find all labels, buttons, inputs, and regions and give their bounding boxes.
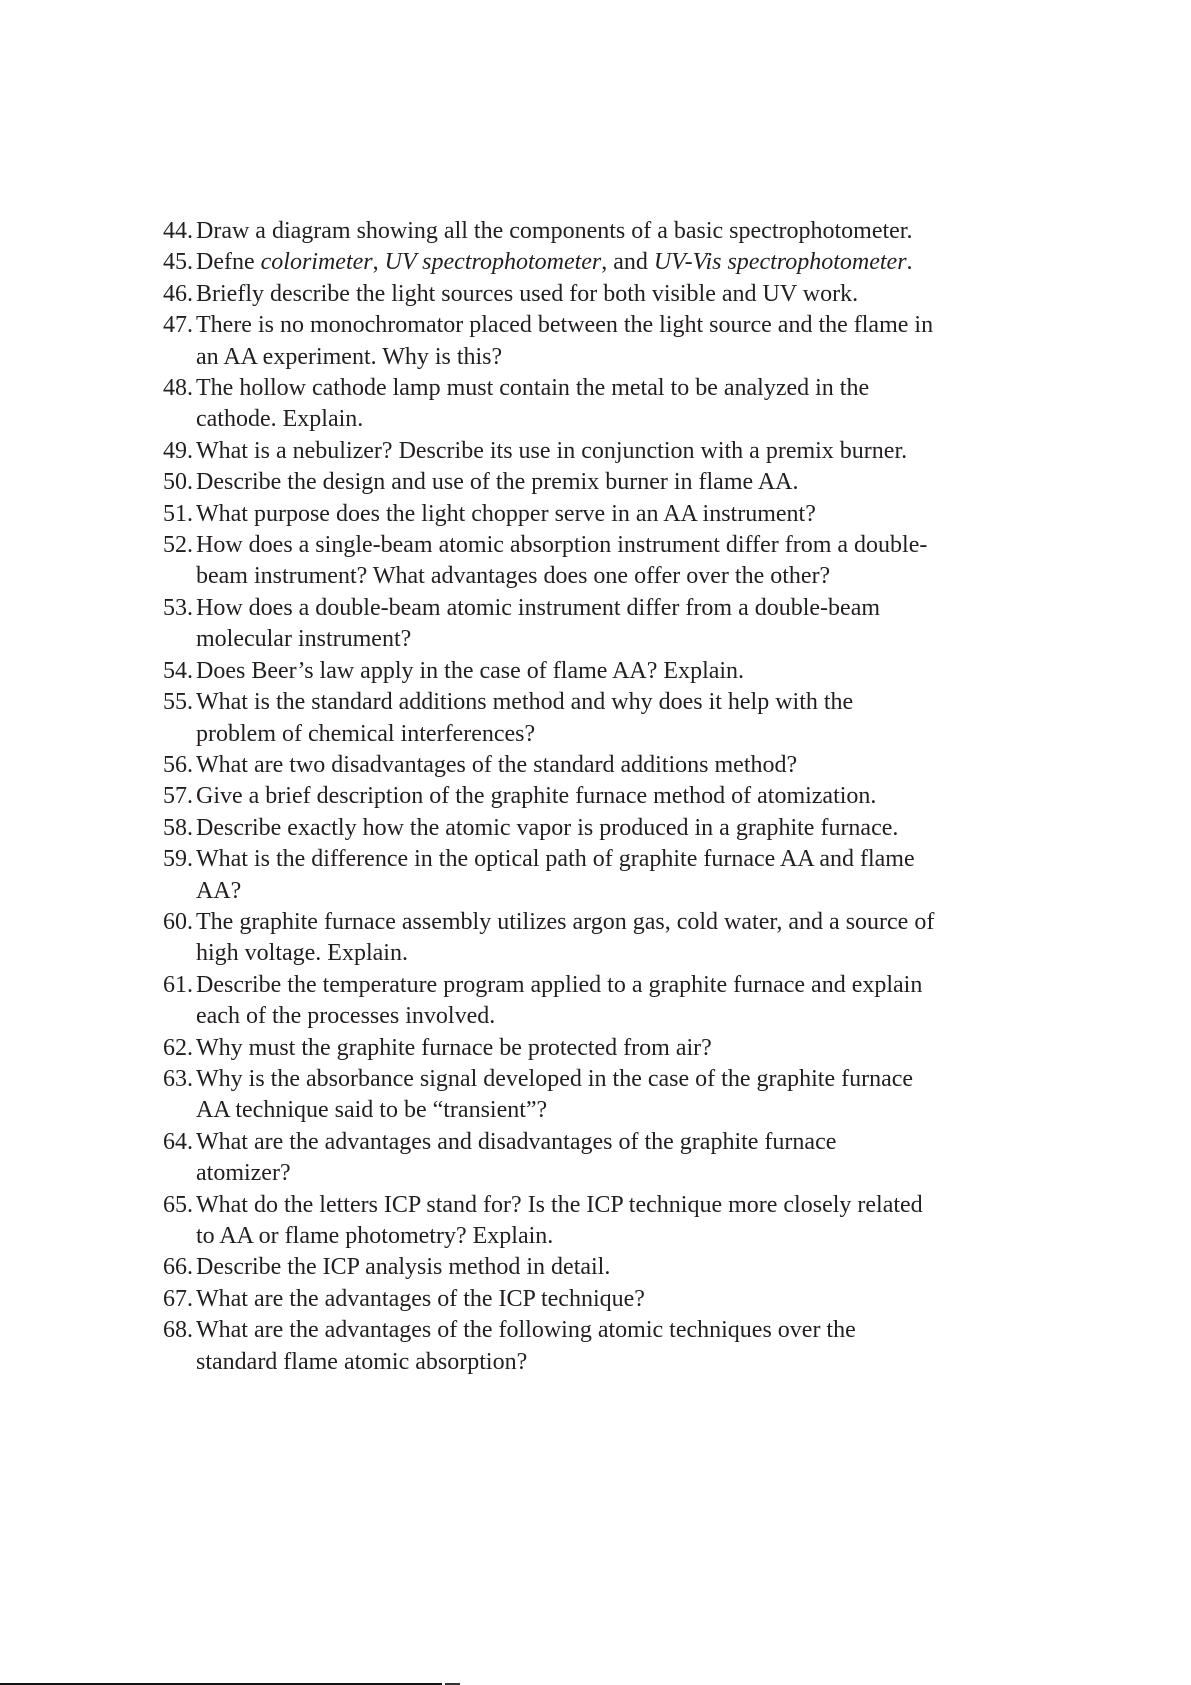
question-item [163,467,1003,498]
question-number: 63. [163,1065,193,1092]
question-number: 44. [163,218,193,244]
question-number: 55. [163,689,193,716]
question-number: 56. [163,751,193,778]
question-number: 50. [163,469,193,496]
question-line: Draw a diagram showing all the components of a basic spectrophotometer. [196,218,913,244]
italic-term: colorimeter [260,249,373,276]
question-text [196,1064,1003,1127]
question-line: an AA experiment. Why is this? [196,343,503,370]
question-line: What is the standard additions method and why does it help with the [196,689,854,716]
question-number: 58. [163,814,193,841]
question-text [196,1190,1003,1253]
question-item [163,1190,1003,1253]
question-number: 51. [163,500,193,527]
question-text [196,1252,1003,1283]
text-segment: , and [601,249,654,276]
question-line: cathode. Explain. [196,406,364,433]
question-line: How does a double-beam atomic instrument differ from a double-beam [196,594,881,621]
question-line: Why must the graphite furnace be protected from air? [196,1034,712,1061]
question-item [163,216,1003,247]
question-number: 61. [163,971,193,998]
question-number: 66. [163,1254,193,1281]
question-line: What are the advantages and disadvantages of the graphite furnace [196,1128,837,1155]
question-item [163,781,1003,812]
question-number: 46. [163,280,193,307]
question-item [163,373,1003,436]
question-number: 49. [163,437,193,464]
question-text [196,1033,1003,1064]
text-segment: Defne [196,249,261,276]
question-text [196,436,1003,467]
question-text [196,310,1003,373]
question-text [196,373,1003,436]
question-line: Briefly describe the light sources used for both visible and UV work. [196,280,859,307]
question-line: The hollow cathode lamp must contain the metal to be analyzed in the [196,375,870,402]
question-text [196,781,1003,812]
question-list [163,216,1003,1378]
question-text [196,844,1003,907]
question-number: 54. [163,657,193,684]
question-text [196,1284,1003,1315]
question-line: beam instrument? What advantages does one offer over the other? [196,563,831,590]
question-line: to AA or flame photometry? Explain. [196,1223,554,1249]
question-item [163,1284,1003,1315]
question-line: What are the advantages of the ICP technique? [196,1285,645,1312]
question-line: What is the difference in the optical path of graphite furnace AA and flame [196,846,915,873]
question-line: problem of chemical interferences? [196,720,536,747]
question-item [163,1127,1003,1190]
question-item [163,687,1003,750]
question-line: high voltage. Explain. [196,940,408,967]
question-number: 68. [163,1317,193,1344]
question-text [196,813,1003,844]
question-number: 47. [163,312,193,339]
question-item [163,1033,1003,1064]
question-item [163,499,1003,530]
question-text [196,530,1003,593]
question-text [196,1127,1003,1190]
question-line: Describe the temperature program applied to a graphite furnace and explain [196,971,923,998]
question-text [196,279,1003,310]
question-line: Describe the design and use of the premix burner in flame AA. [196,469,799,496]
question-text [196,656,1003,687]
question-line: What is a nebulizer? Describe its use in conjunction with a premix burner. [196,437,908,464]
question-item [163,593,1003,656]
question-number: 57. [163,783,193,810]
question-number: 65. [163,1191,193,1218]
question-item [163,970,1003,1033]
question-item [163,1315,1003,1378]
question-number: 53. [163,594,193,621]
question-number: 52. [163,532,193,559]
question-item [163,1064,1003,1127]
question-text [196,593,1003,656]
question-line: standard flame atomic absorption? [196,1348,528,1375]
question-item [163,1252,1003,1283]
question-text [196,750,1003,781]
question-line: Describe exactly how the atomic vapor is produced in a graphite furnace. [196,814,899,841]
text-segment: . [906,249,913,276]
question-line: Why is the absorbance signal developed in the case of the graphite furnace [196,1065,914,1092]
question-text [196,1315,1003,1378]
question-item [163,750,1003,781]
question-text [196,216,1003,247]
question-number: 60. [163,908,193,935]
question-number: 45. [163,249,193,276]
question-line: There is no monochromator placed between the light source and the flame in [196,312,934,339]
question-text [196,499,1003,530]
question-text [196,467,1003,498]
question-line: AA? [196,877,242,904]
question-line: What are the advantages of the following atomic techniques over the [196,1317,856,1344]
italic-term: UV spectrophotometer [384,249,602,276]
question-text [196,687,1003,750]
question-line: AA technique said to be “transient”? [196,1097,548,1124]
question-item [163,656,1003,687]
question-item [163,907,1003,970]
question-item [163,530,1003,593]
question-line: What are two disadvantages of the standard additions method? [196,751,798,778]
question-number: 48. [163,375,193,402]
question-line: How does a single-beam atomic absorption instrument differ from a double- [196,532,928,559]
question-line: Describe the ICP analysis method in detail. [196,1254,611,1281]
question-item [163,310,1003,373]
question-number: 62. [163,1034,193,1061]
question-line: Give a brief description of the graphite furnace method of atomization. [196,783,877,810]
question-line: atomizer? [196,1160,291,1187]
question-line: The graphite furnace assembly utilizes argon gas, cold water, and a source of [196,908,935,935]
question-text [196,247,1003,278]
question-line: What do the letters ICP stand for? Is the ICP technique more closely related [196,1191,923,1218]
question-item [163,436,1003,467]
question-line: What purpose does the light chopper serve in an AA instrument? [196,500,816,527]
question-text [196,907,1003,970]
italic-term: UV-Vis spectrophotometer [653,249,907,276]
question-text [196,970,1003,1033]
question-number: 59. [163,846,193,873]
text-segment: , [372,249,385,276]
question-number: 64. [163,1128,193,1155]
question-number: 67. [163,1285,193,1312]
question-item [163,247,1003,278]
question-line: each of the processes involved. [196,1003,496,1030]
question-line: Does Beer’s law apply in the case of flame AA? Explain. [196,657,745,684]
question-item [163,813,1003,844]
question-item [163,844,1003,907]
question-line: molecular instrument? [196,626,412,653]
question-item [163,279,1003,310]
